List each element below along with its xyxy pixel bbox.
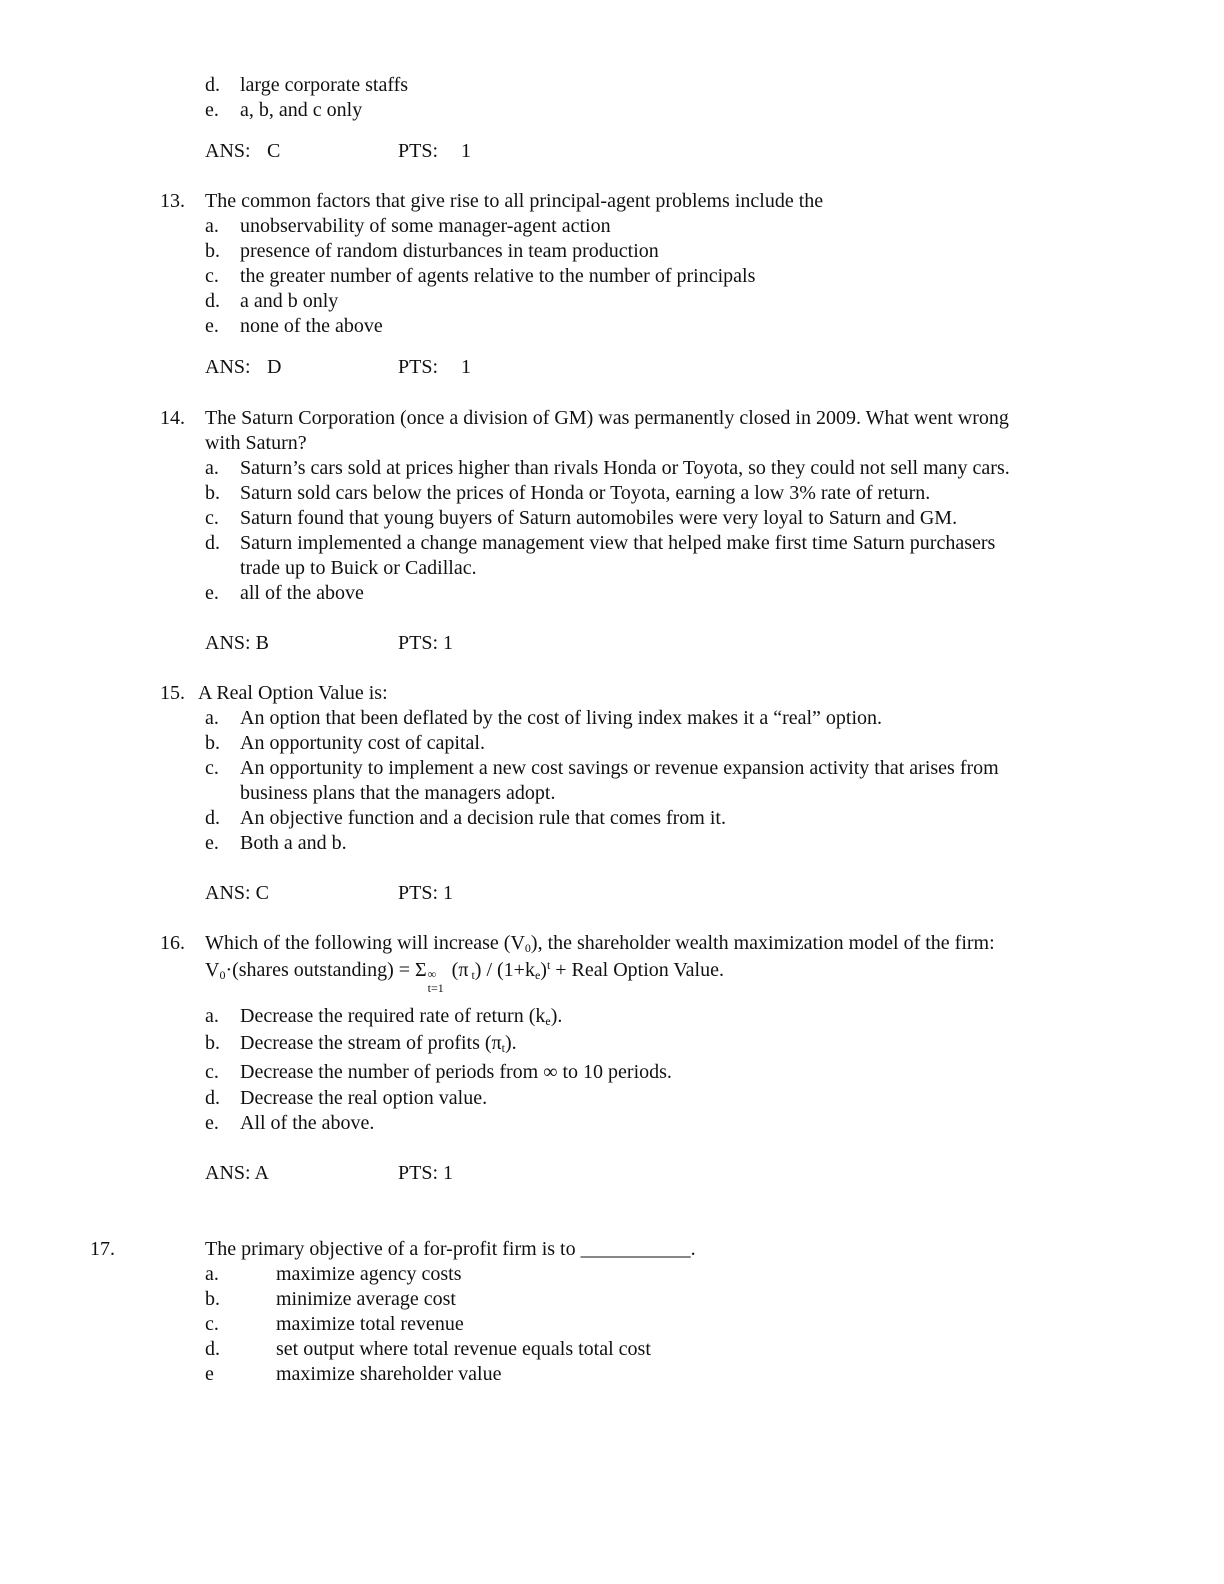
option-text: All of the above. — [240, 1112, 375, 1134]
option-text: An opportunity to implement a new cost savings or revenue expansion activity that arises from — [240, 757, 999, 779]
question-number: 13. — [160, 190, 185, 212]
question-number: 14. — [160, 407, 185, 429]
option-text: presence of random disturbances in team production — [240, 240, 659, 262]
option-letter: b. — [205, 482, 220, 504]
option-letter: c. — [205, 1313, 219, 1335]
option-text: maximize shareholder value — [276, 1363, 502, 1385]
question-stem: Which of the following will increase $(V_0)$, the shareholder wealth maximization model of the firm: — [205, 932, 995, 955]
option-text: Decrease the number of periods from ∞ to 10 periods. — [240, 1061, 672, 1083]
option-letter: c. — [205, 757, 219, 779]
points-line: PTS: 1 — [398, 1162, 454, 1184]
option-text: unobservability of some manager-agent action — [240, 215, 611, 237]
question-number: 16. — [160, 932, 185, 954]
option-text: large corporate staffs — [240, 74, 409, 96]
points-label: PTS: — [398, 356, 439, 378]
option-letter: e. — [205, 582, 219, 604]
option-letter: e. — [205, 1112, 219, 1134]
option-text: An opportunity cost of capital. — [240, 732, 485, 754]
points-label: PTS: — [398, 140, 439, 162]
question-stem: The primary objective of a for-profit firm is to ___________. — [205, 1238, 696, 1260]
points-value: 1 — [461, 140, 471, 162]
option-text: the greater number of agents relative to the number of principals — [240, 265, 756, 287]
option-letter: a. — [205, 1263, 219, 1285]
option-letter: c. — [205, 1061, 219, 1083]
option-letter: c. — [205, 265, 219, 287]
valuation-formula: $V_0\cdot(shares$ outstanding) = Σ ∞ t=1 (π $_t) / (1+k_e)^t$ + Real Option Value. — [205, 958, 724, 995]
option-text: none of the above — [240, 315, 383, 337]
option-letter: e. — [205, 832, 219, 854]
question-number: 17. — [90, 1238, 115, 1260]
option-text: set output where total revenue equals total cost — [276, 1338, 651, 1360]
answer-label: ANS: — [205, 356, 251, 378]
option-text: Decrease the required rate of return $(k_e)$. — [240, 1005, 563, 1028]
option-letter: e. — [205, 315, 219, 337]
option-letter: d. — [205, 807, 220, 829]
option-letter: d. — [205, 74, 220, 96]
option-letter: d. — [205, 532, 220, 554]
option-text: maximize agency costs — [276, 1263, 462, 1285]
answer-value: C — [267, 140, 281, 162]
option-text: An objective function and a decision rule that comes from it. — [240, 807, 726, 829]
question-stem: The Saturn Corporation (once a division of GM) was permanently closed in 2009. What went wrong — [205, 407, 1009, 429]
option-text: maximize total revenue — [276, 1313, 464, 1335]
option-text: Decrease the stream of profits $(\pi_t)$. — [240, 1032, 517, 1055]
option-letter: a. — [205, 215, 219, 237]
option-text: minimize average cost — [276, 1288, 456, 1310]
option-text: Saturn found that young buyers of Saturn automobiles were very loyal to Saturn and GM. — [240, 507, 958, 529]
option-text-continued: trade up to Buick or Cadillac. — [240, 557, 477, 579]
option-text: Decrease the real option value. — [240, 1087, 488, 1109]
option-letter: a. — [205, 457, 219, 479]
answer-line: ANS: A — [205, 1162, 269, 1184]
answer-line: ANS: C — [205, 882, 269, 904]
option-text: Saturn sold cars below the prices of Honda or Toyota, earning a low 3% rate of return. — [240, 482, 931, 504]
points-line: PTS: 1 — [398, 882, 454, 904]
option-letter: a. — [205, 707, 219, 729]
option-text: a, b, and c only — [240, 99, 363, 121]
option-letter: c. — [205, 507, 219, 529]
question-stem-continued: with Saturn? — [205, 432, 307, 454]
option-text: all of the above — [240, 582, 364, 604]
points-line: PTS: 1 — [398, 632, 454, 654]
option-letter: b. — [205, 240, 220, 262]
answer-line: ANS: B — [205, 632, 269, 654]
option-text: Saturn’s cars sold at prices higher than rivals Honda or Toyota, so they could not sell many cars. — [240, 457, 1010, 479]
option-letter: d. — [205, 290, 220, 312]
option-letter: d. — [205, 1087, 220, 1109]
option-text: An option that been deflated by the cost of living index makes it a “real” option. — [240, 707, 883, 729]
option-letter: e — [205, 1363, 214, 1385]
option-letter: a. — [205, 1005, 219, 1027]
question-number: 15. — [160, 682, 185, 704]
points-value: 1 — [461, 356, 471, 378]
option-letter: b. — [205, 1032, 220, 1054]
option-text: Both a and b. — [240, 832, 347, 854]
answer-value: D — [267, 356, 282, 378]
option-text: a and b only — [240, 290, 339, 312]
option-letter: d. — [205, 1338, 220, 1360]
answer-label: ANS: — [205, 140, 251, 162]
question-stem: The common factors that give rise to all principal-agent problems include the — [205, 190, 824, 212]
option-text-continued: business plans that the managers adopt. — [240, 782, 556, 804]
option-letter: e. — [205, 99, 219, 121]
option-letter: b. — [205, 732, 220, 754]
option-letter: b. — [205, 1288, 220, 1310]
option-text: Saturn implemented a change management view that helped make first time Saturn purchasers — [240, 532, 996, 554]
question-stem: A Real Option Value is: — [198, 682, 388, 704]
